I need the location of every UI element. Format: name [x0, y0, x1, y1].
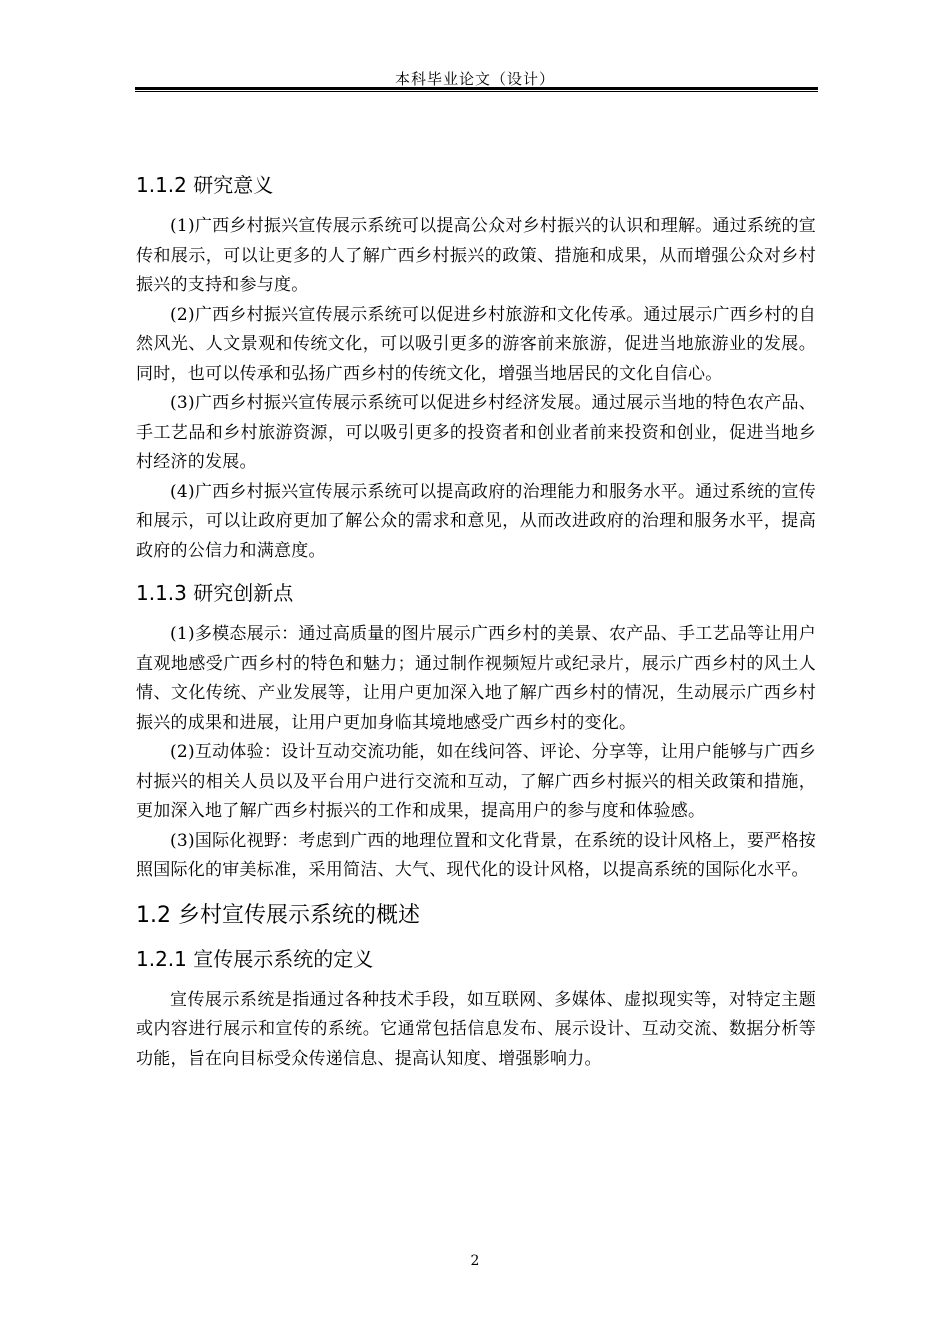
paragraph: (2)广西乡村振兴宣传展示系统可以促进乡村旅游和文化传承。通过展示广西乡村的自然风光、人文景观和传统文化，可以吸引更多的游客前来旅游，促进当地旅游业的发展。同时，也可以传承和弘扬广西乡村的传统文化，增强当地居民的文化自信心。	[136, 304, 816, 384]
running-header: 本科毕业论文（设计）	[394, 70, 555, 88]
chapter-heading-system-overview: 1.2 乡村宣传展示系统的概述	[136, 902, 420, 928]
page-number: 2	[470, 1253, 480, 1269]
section-heading-definition: 1.2.1 宣传展示系统的定义	[136, 946, 374, 971]
paragraph: (1)广西乡村振兴宣传展示系统可以提高公众对乡村振兴的认识和理解。通过系统的宣传和展示，可以让更多的人了解广西乡村振兴的政策、措施和成果，从而增强公众对乡村振兴的支持和参与度。	[136, 216, 816, 295]
page-body	[136, 170, 816, 1074]
section-heading-research-significance: 1.1.2 研究意义	[136, 173, 274, 197]
paragraph: (4)广西乡村振兴宣传展示系统可以提高政府的治理能力和服务水平。通过系统的宣传和展示，可以让政府更加了解公众的需求和意见，从而改进政府的治理和服务水平，提高政府的公信力和满意度。	[136, 481, 816, 561]
paragraph: (3)广西乡村振兴宣传展示系统可以促进乡村经济发展。通过展示当地的特色农产品、手工艺品和乡村旅游资源，可以吸引更多的投资者和创业者前来投资和创业，促进当地乡村经济的发展。	[136, 393, 816, 472]
paragraph: (3)国际化视野：考虑到广西的地理位置和文化背景，在系统的设计风格上，要严格按照国际化的审美标准，采用简洁、大气、现代化的设计风格，以提高系统的国际化水平。	[136, 830, 816, 880]
paragraph: (2)互动体验：设计互动交流功能，如在线问答、评论、分享等，让用户能够与广西乡村振兴的相关人员以及平台用户进行交流和互动，了解广西乡村振兴的相关政策和措施，更加深入地了解广西乡村振兴的工作和成果，提高用户的参与度和体验感。	[136, 742, 816, 821]
paragraph: 宣传展示系统是指通过各种技术手段，如互联网、多媒体、虚拟现实等，对特定主题或内容进行展示和宣传的系统。它通常包括信息发布、展示设计、互动交流、数据分析等功能，旨在向目标受众传递信息、提高认知度、增强影响力。	[136, 989, 816, 1069]
paragraph: (1)多模态展示：通过高质量的图片展示广西乡村的美景、农产品、手工艺品等让用户直观地感受广西乡村的特色和魅力；通过制作视频短片或纪录片，展示广西乡村的风土人情、文化传统、产业发展等，让用户更加深入地了解广西乡村的情况，生动展示广西乡村振兴的成果和进展，让用户更加身临其境地感受广西乡村的变化。	[136, 624, 816, 733]
header-rule	[135, 87, 818, 92]
section-heading-innovation: 1.1.3 研究创新点	[136, 581, 294, 605]
